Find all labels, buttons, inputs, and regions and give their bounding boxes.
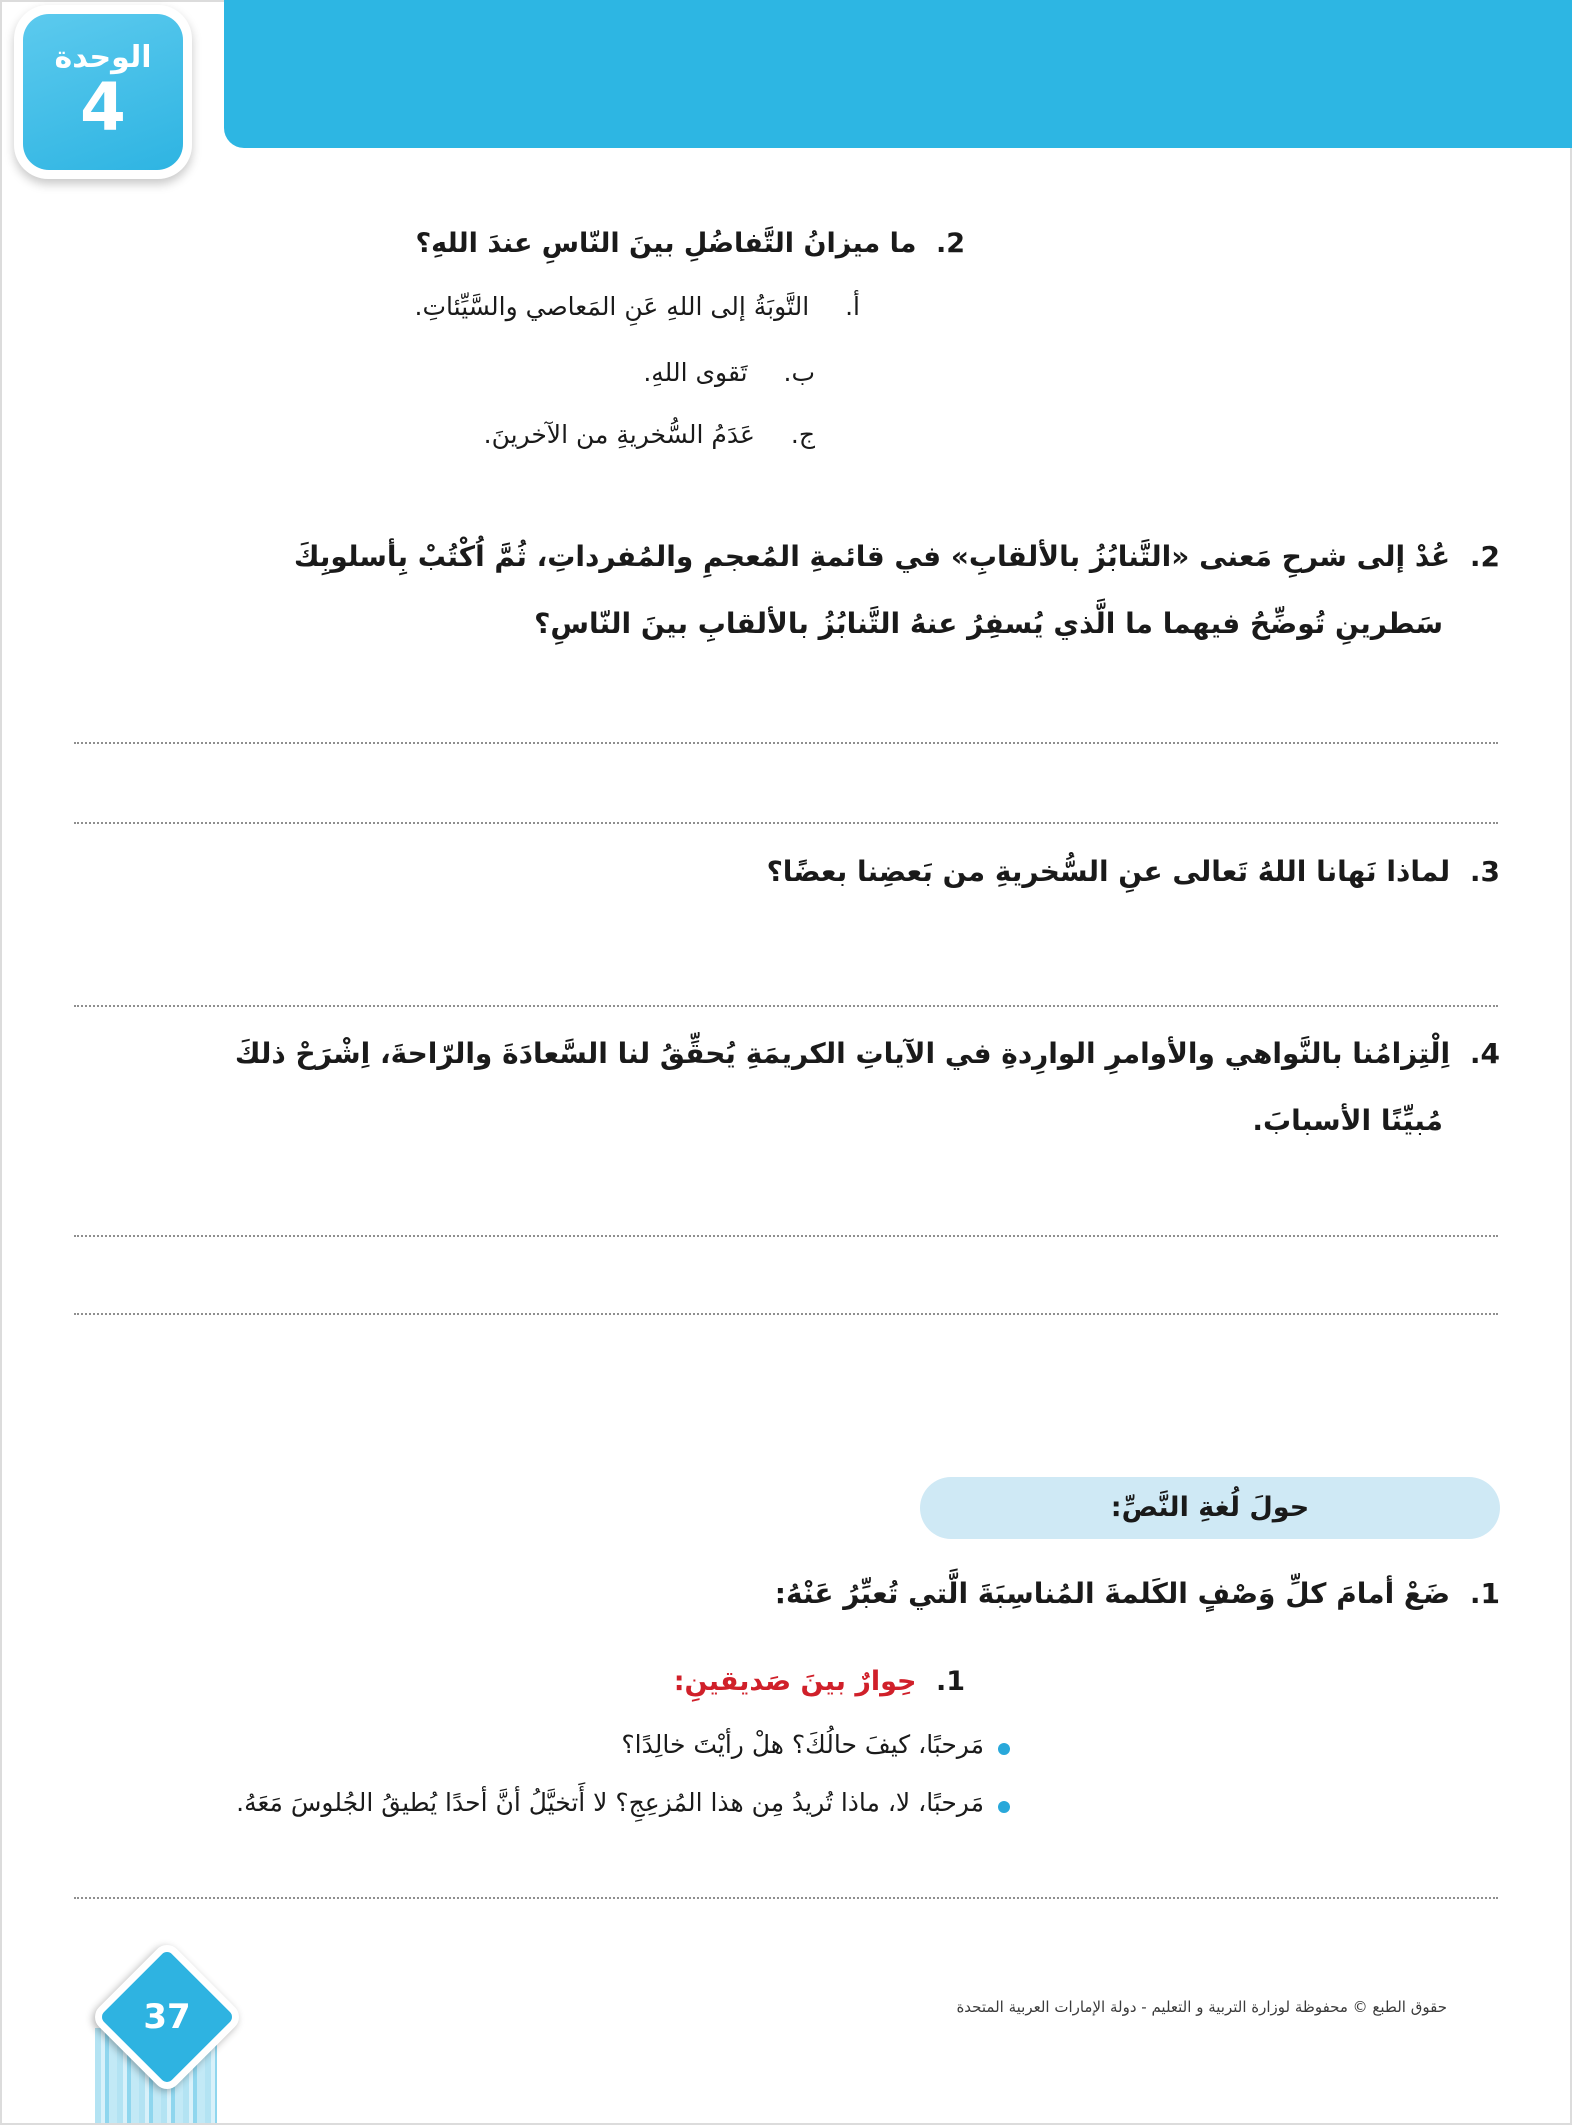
question-text: مُبيِّنًا الأسبابَ. <box>1252 1104 1443 1137</box>
answer-line <box>74 742 1498 744</box>
unit-badge <box>14 5 192 179</box>
bullet-dot-icon <box>998 1801 1010 1813</box>
question-text: لماذا نَهانا اللهُ تَعالى عنِ السُّخريةِ من بَعضِنا بعضًا؟ <box>766 855 1451 888</box>
question-text: سَطرينِ تُوضِّحُ فيهما ما الَّذي يُسفِرُ عنهُ التَّنابُزُ بالألقابِ بينَ النّاسِ؟ <box>534 607 1443 640</box>
question-2-line2 <box>534 607 1443 640</box>
answer-line <box>74 1313 1498 1315</box>
option-text: تَقوى اللهِ. <box>643 358 748 387</box>
question-text: اِلْتِزامُنا بالنَّواهي والأوامرِ الوارِدةِ في الآياتِ الكريمَةِ يُحقِّقُ لنا السَّعادَةَ والرّاحةَ، اِشْرَحْ ذلكَ <box>234 1037 1451 1070</box>
question-4-line2 <box>1252 1104 1443 1137</box>
language-question-1 <box>775 1577 1500 1610</box>
question-number: 3. <box>1469 855 1500 888</box>
answer-line <box>74 822 1498 824</box>
question-text: عُدْ إلى شرحِ مَعنى «التَّنابُزُ بالألقابِ» في قائمةِ المُعجمِ والمُفرداتِ، ثُمَّ اُكْتُبْ بِأسلوبِكَ <box>293 540 1451 573</box>
bullet-dot-icon <box>998 1743 1010 1755</box>
question-number: 1. <box>1469 1577 1500 1610</box>
answer-line <box>74 1897 1498 1899</box>
question-3 <box>767 855 1500 888</box>
question-number: 2. <box>935 228 965 259</box>
option-text: عَدَمُ السُّخريةِ من الآخرينَ. <box>483 420 755 449</box>
option-letter: ج. <box>790 420 815 449</box>
option-text: التَّوبَةُ إلى اللهِ عَنِ المَعاصي والسَّيِّئاتِ. <box>414 292 810 321</box>
option-row <box>643 358 815 387</box>
bullet-text: مَرحبًا، لا، ماذا تُريدُ مِن هذا المُزعِجِ؟ لا أَتخيَّلُ أنَّ أحدًا يُطيقُ الجُلوسَ مَعَهُ. <box>236 1788 984 1817</box>
dialog-number: 1. <box>935 1666 965 1697</box>
option-letter: أ. <box>845 292 860 321</box>
section-pill <box>920 1477 1500 1539</box>
dialog-title: حِوارٌ بينَ صَديقينِ: <box>673 1666 917 1697</box>
option-row <box>415 292 860 321</box>
dialog-bullet-1 <box>621 1730 1010 1759</box>
sub-question <box>415 228 965 259</box>
page-number: 37 <box>143 1997 191 2037</box>
dialog-bullet-2 <box>236 1788 1010 1817</box>
option-letter: ب. <box>783 358 815 387</box>
question-2 <box>294 540 1500 573</box>
unit-badge-inner <box>23 14 183 170</box>
answer-line <box>74 1235 1498 1237</box>
question-4 <box>235 1037 1500 1070</box>
option-row <box>484 420 815 449</box>
question-number: 2. <box>1469 540 1500 573</box>
header-band <box>224 0 1572 148</box>
question-number: 4. <box>1469 1037 1500 1070</box>
answer-line <box>74 1005 1498 1007</box>
section-title: حولَ لُغةِ النَّصِّ: <box>1110 1492 1310 1523</box>
question-text: ضَعْ أمامَ كلِّ وَصْفٍ الكَلمةَ المُناسِبَةَ الَّتي تُعبِّرُ عَنْهُ: <box>774 1577 1451 1610</box>
footer-copyright: حقوق الطبع © محفوظة لوزارة التربية و التعليم - دولة الإمارات العربية المتحدة <box>956 1998 1447 2016</box>
question-text: ما ميزانُ التَّفاضُلِ بينَ النّاسِ عندَ اللهِ؟ <box>415 228 917 259</box>
dialog-title-row <box>674 1666 965 1697</box>
unit-badge-label: الوحدة <box>54 40 152 75</box>
bullet-text: مَرحبًا، كيفَ حالُكَ؟ هلْ رأيْتَ خالِدًا؟ <box>621 1730 984 1759</box>
unit-badge-number: 4 <box>80 69 126 146</box>
